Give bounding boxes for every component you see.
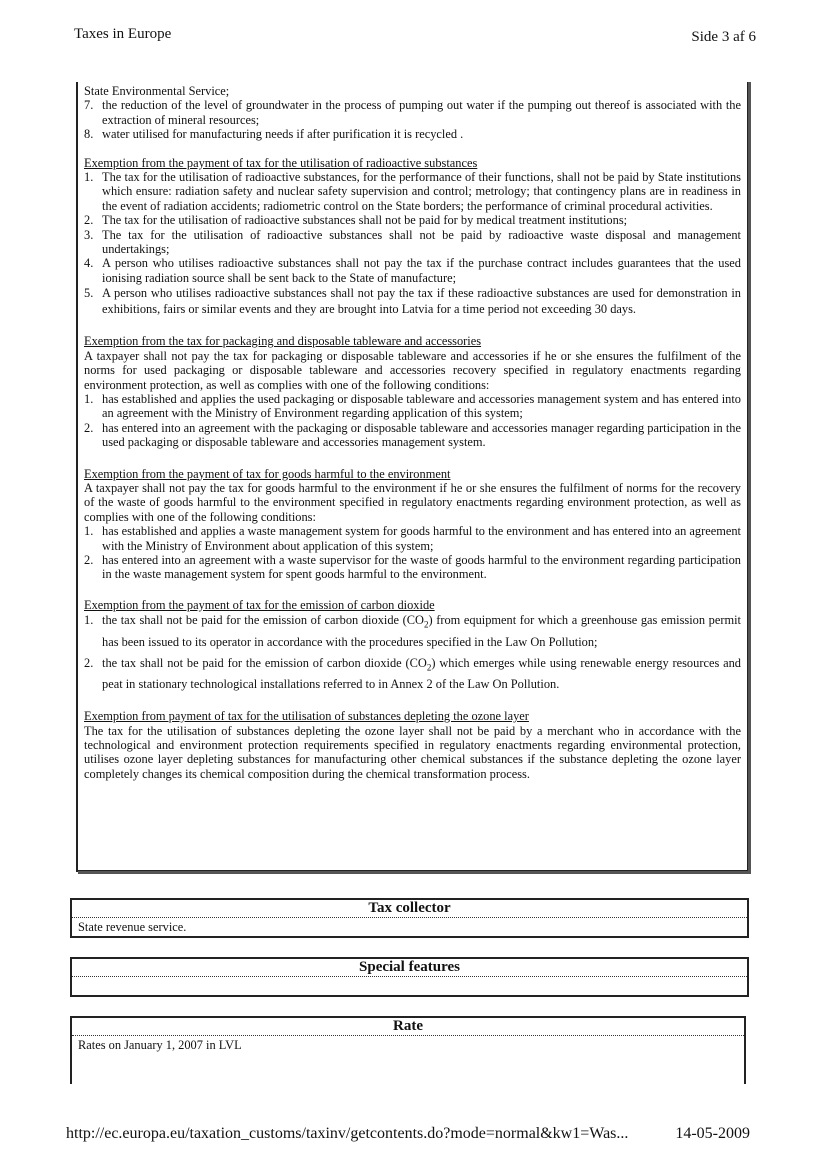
list-item: 2. has entered into an agreement with a waste supervisor for the waste of goods harmful to the environment regarding participation in the waste management system for spent goods harmful to the environment. [84, 552, 741, 582]
ozone-text: The tax for the utilisation of substances depleting the ozone layer shall not be paid by a merchant who in accordance with the technological and environment protection requirements specified in regulatory enactments regarding environmental protection, utilises ozone layer depleting substances for manufacturing other chemical substances if the substance depleting the ozone layer completely changes its chemical composition during the chemical transformation process. [84, 723, 741, 781]
list-item: 2. The tax for the utilisation of radioactive substances shall not be paid for by medical treatment institutions; [84, 213, 628, 228]
list-item: 4. A person who utilises radioactive substances shall not pay the tax if the purchase contract includes guarantees that the used ionising radiation source shall be sent back to the State of manufacture; [84, 256, 741, 285]
list-item: 3. The tax for the utilisation of radioactive substances shall not be paid by radioactive waste disposal and management undertakings; [84, 227, 741, 257]
special-features-box [70, 957, 749, 997]
list-item: 7. the reduction of the level of groundwater in the process of pumping out water if the pumping out thereof is associated with the extraction of mineral resources; [84, 98, 741, 127]
packaging-list [84, 392, 741, 450]
rate-value: Rates on January 1, 2007 in LVL [78, 1038, 242, 1052]
harmful-intro: A taxpayer shall not pay the tax for goods harmful to the environment if he or she ensures the fulfilment of norms for the recovery of the waste of goods harmful to the environment specified in regulatory enactments regarding environment protection, as well as complies with one of the following conditions: [84, 480, 741, 524]
packaging-intro: A taxpayer shall not pay the tax for packaging or disposable tableware and accessories if he or she ensures the fulfilment of the norms for used packaging or disposable tableware and accessories recovery specified in regulatory enactments regarding environment protection, as well as complies with one of the following conditions: [84, 348, 741, 392]
special-features-title: Special features [72, 959, 747, 977]
list-item: 5. A person who utilises radioactive substances shall not pay the tax if these radioactive substances are used for demonstration in exhibitions, fairs or similar events and they are brought into Latvia for a time period not exceeding 30 days. [84, 286, 741, 317]
radioactive-list [84, 170, 741, 317]
print-date: 14-05-2009 [675, 1125, 750, 1142]
section-title-harmful-goods: Exemption from the payment of tax for goods harmful to the environment [84, 466, 451, 481]
list-item: 1. the tax shall not be paid for the emission of carbon dioxide $(CO_2)$ from equipment for which a greenhouse gas emission permit has been issued to its operator in accordance with the procedures specified in the Law On Pollution; [84, 613, 741, 649]
section-title-radioactive: Exemption from the payment of tax for the utilisation of radioactive substances [84, 155, 478, 170]
tax-collector-value: State revenue service. [78, 920, 187, 934]
carbon-list [84, 612, 741, 693]
document-header-title: Taxes in Europe [74, 26, 172, 42]
harmful-list [84, 524, 741, 582]
exemptions-panel [76, 82, 749, 872]
list-item: 1. The tax for the utilisation of radioactive substances, for the performance of their functions, shall not be paid by State institutions which ensure: radiation safety and nuclear safety supervision and control; metrology; that contingency plans are in readiness in the event of radiation accidents; radiometric control on the State borders; the performance of criminal procedural activities. [84, 170, 741, 213]
source-url: http://ec.europa.eu/taxation_customs/taxinv/getcontents.do?mode=normal&kw1=Was... [66, 1125, 629, 1142]
list-item: 1. has established and applies a waste management system for goods harmful to the environment and has entered into an agreement with the Ministry of Environment about application of this system; [84, 524, 741, 553]
tax-collector-title: Tax collector [72, 900, 747, 918]
continuation-intro: State Environmental Service; [84, 84, 230, 98]
section-title-packaging: Exemption from the tax for packaging and disposable tableware and accessories [84, 334, 482, 349]
page-number: Side 3 af 6 [691, 29, 756, 45]
list-item: 2. the tax shall not be paid for the emission of carbon dioxide $(CO_2)$ which emerges while using renewable energy resources and peat in stationary technological installations referred to in Annex 2 of the Law On Pollution. [84, 655, 741, 692]
tax-collector-box [70, 898, 749, 938]
continuation-list [84, 98, 741, 141]
list-item: 2. has entered into an agreement with the packaging or disposable tableware and accessories manager regarding participation in the used packaging or disposable tableware and accessories management system. [84, 420, 741, 450]
rate-box [70, 1016, 746, 1084]
section-title-ozone: Exemption from payment of tax for the utilisation of substances depleting the ozone layer [84, 709, 529, 724]
list-item: 8. water utilised for manufacturing needs if after purification it is recycled . [84, 127, 464, 142]
section-title-carbon-dioxide: Exemption from the payment of tax for the emission of carbon dioxide [84, 597, 435, 612]
rate-title: Rate [72, 1018, 744, 1036]
list-item: 1. has established and applies the used packaging or disposable tableware and accessories management system and has entered into an agreement with the Ministry of Environment regarding application of this system; [84, 391, 741, 421]
